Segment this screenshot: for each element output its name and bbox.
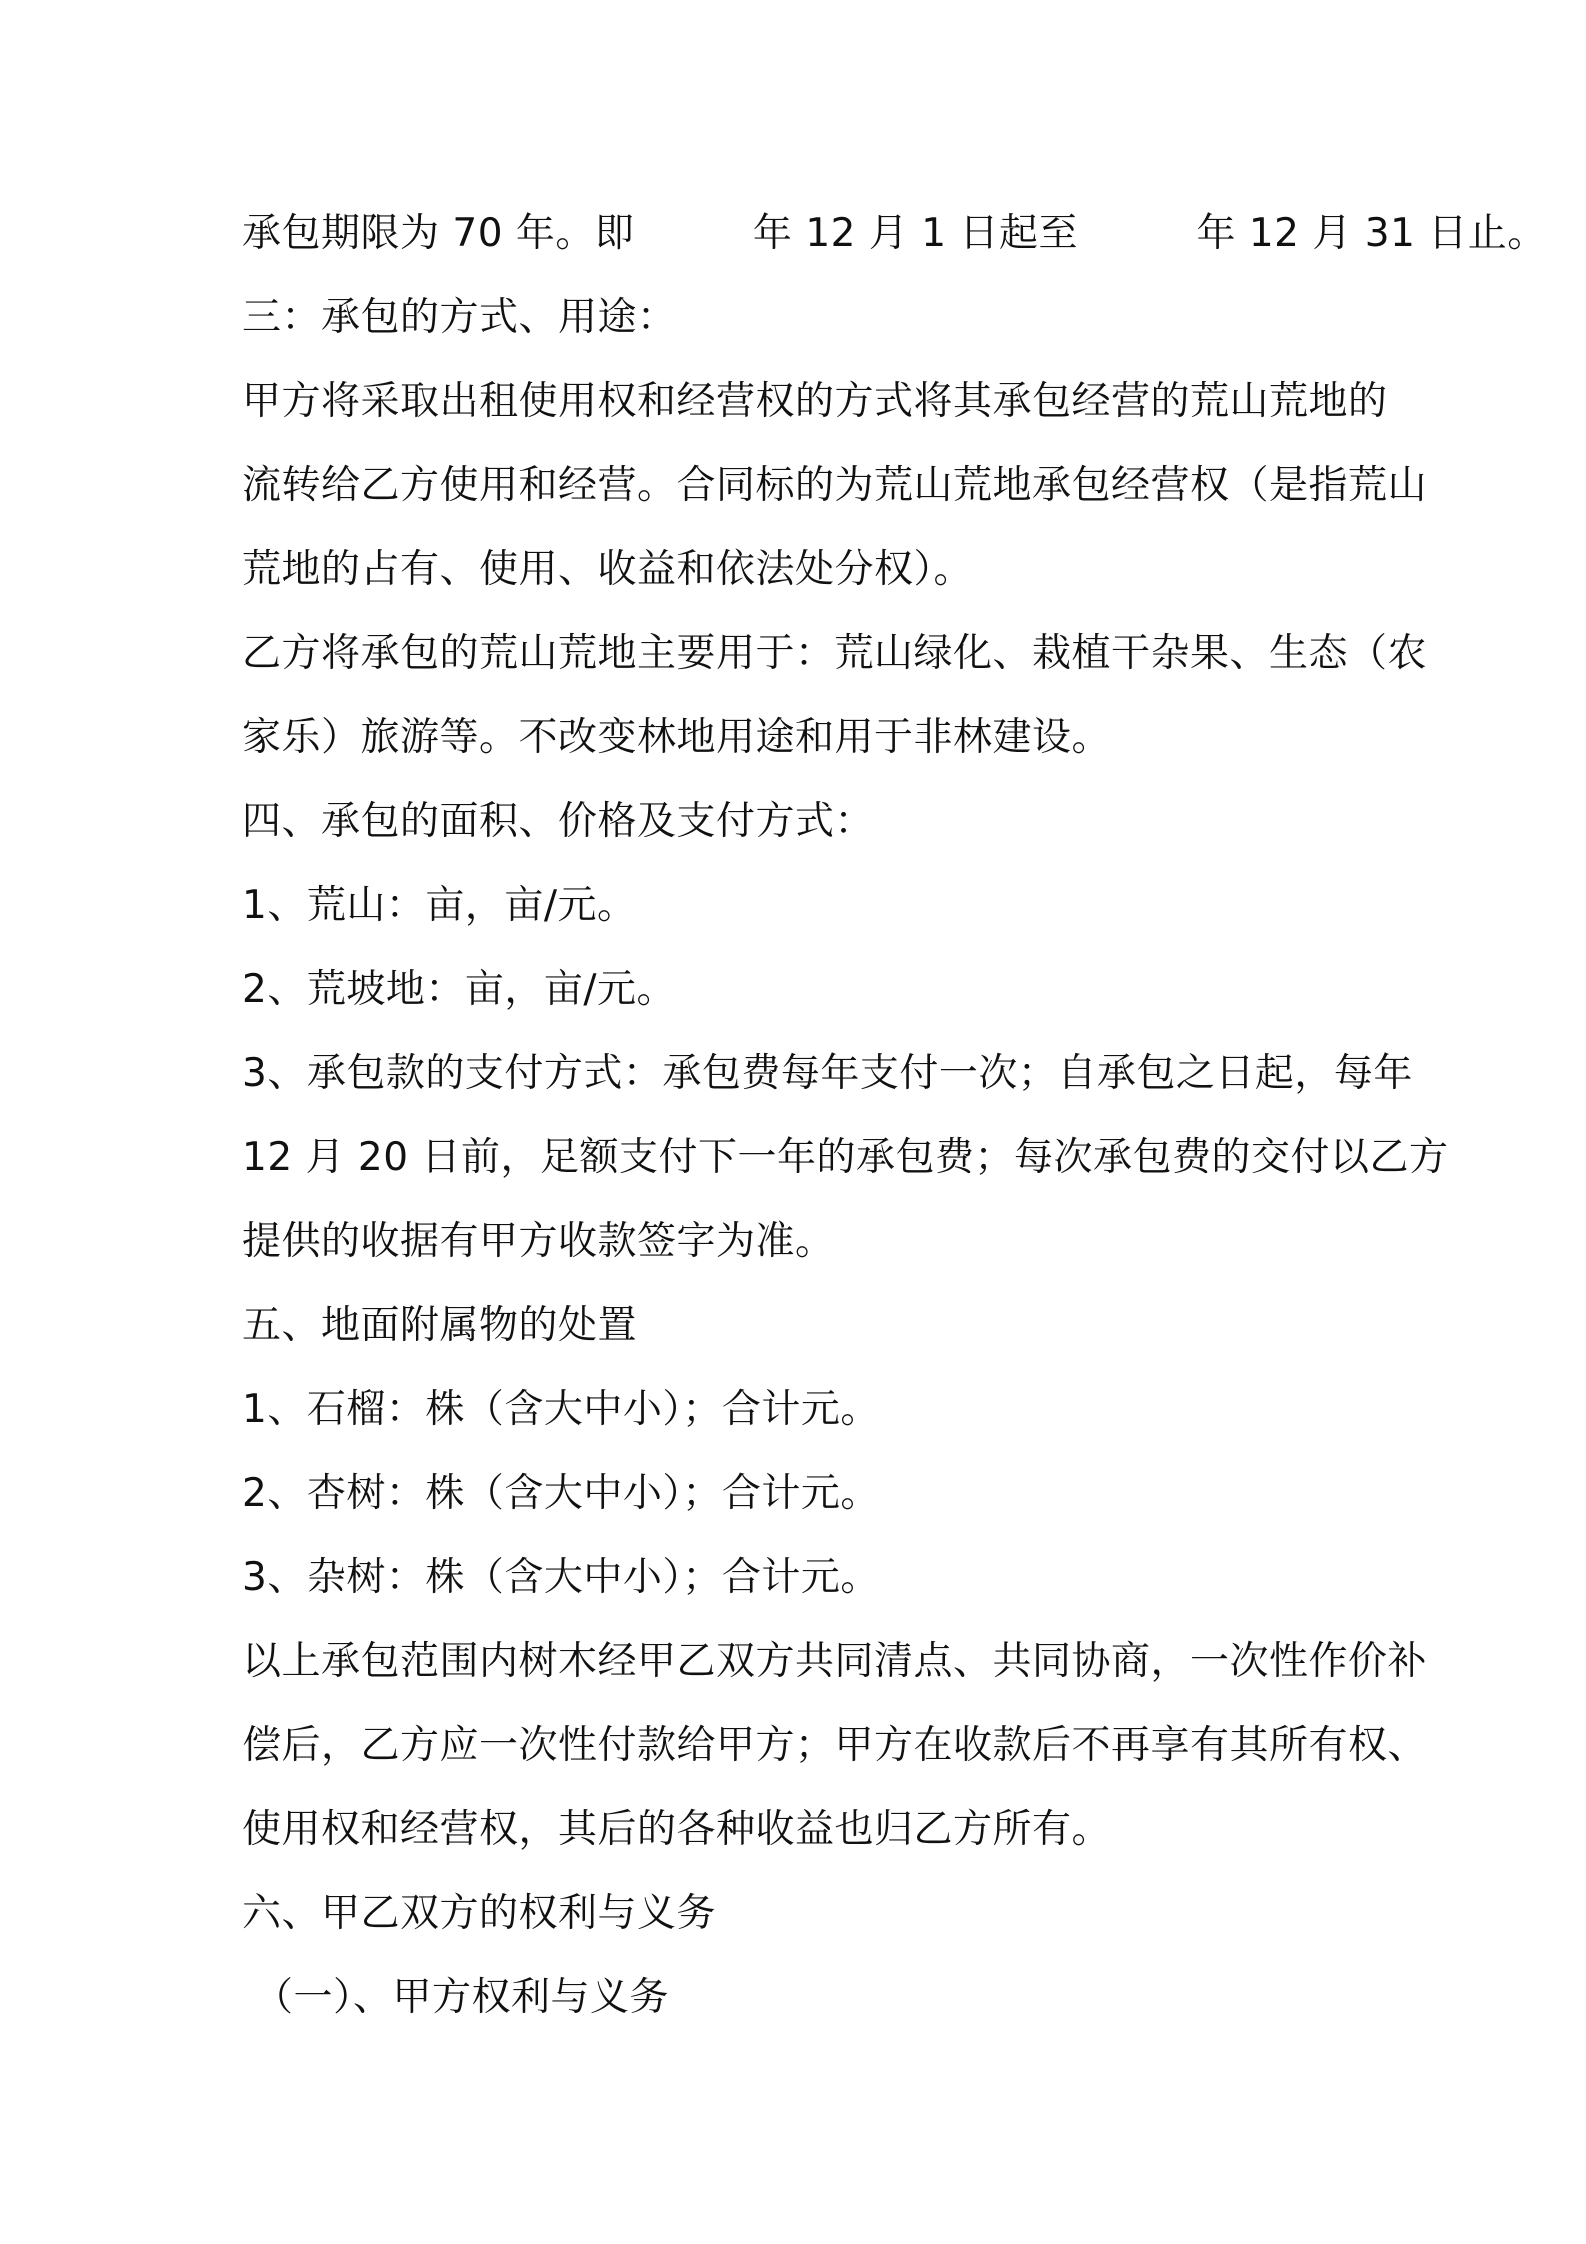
section-5-heading: 五、地面附属物的处置 (242, 1303, 638, 1348)
paragraph-line: 提供的收据有甲方收款签字为准。 (242, 1219, 835, 1264)
paragraph-line: 家乐）旅游等。不改变林地用途和用于非林建设。 (242, 715, 1112, 760)
subsection-heading: （一）、甲方权利与义务 (254, 1975, 670, 2020)
paragraph-line: 以上承包范围内树木经甲乙双方共同清点、共同协商，一次性作价补 (242, 1639, 1428, 1684)
section-6-heading: 六、甲乙双方的权利与义务 (242, 1891, 717, 1936)
list-item: 1、石榴：株（含大中小）；合计元。 (242, 1387, 880, 1432)
list-item: 3、承包款的支付方式：承包费每年支付一次；自承包之日起，每年 (242, 1051, 1413, 1096)
list-item: 1、荒山：亩，亩/元。 (242, 883, 637, 928)
paragraph-line: 流转给乙方使用和经营。合同标的为荒山荒地承包经营权（是指荒山 (242, 463, 1428, 508)
term-period-line: 承包期限为 70 年。即 年 12 月 1 日起至 年 12 月 31 日止。 (242, 211, 1547, 256)
list-item: 3、杂树：株（含大中小）；合计元。 (242, 1555, 880, 1600)
list-item: 2、荒坡地：亩，亩/元。 (242, 967, 676, 1012)
section-3-heading: 三：承包的方式、用途： (242, 295, 677, 340)
paragraph-line: 荒地的占有、使用、收益和依法处分权）。 (242, 547, 974, 592)
document-body (242, 192, 1547, 2040)
paragraph-line: 使用权和经营权，其后的各种收益也归乙方所有。 (242, 1807, 1112, 1852)
list-item: 2、杏树：株（含大中小）；合计元。 (242, 1471, 880, 1516)
paragraph-line: 甲方将采取出租使用权和经营权的方式将其承包经营的荒山荒地的 (242, 379, 1388, 424)
section-4-heading: 四、承包的面积、价格及支付方式： (242, 799, 875, 844)
paragraph-line: 12 月 20 日前，足额支付下一年的承包费；每次承包费的交付以乙方 (242, 1135, 1449, 1180)
paragraph-line: 偿后，乙方应一次性付款给甲方；甲方在收款后不再享有其所有权、 (242, 1723, 1428, 1768)
paragraph-line: 乙方将承包的荒山荒地主要用于：荒山绿化、栽植干杂果、生态（农 (242, 631, 1428, 676)
